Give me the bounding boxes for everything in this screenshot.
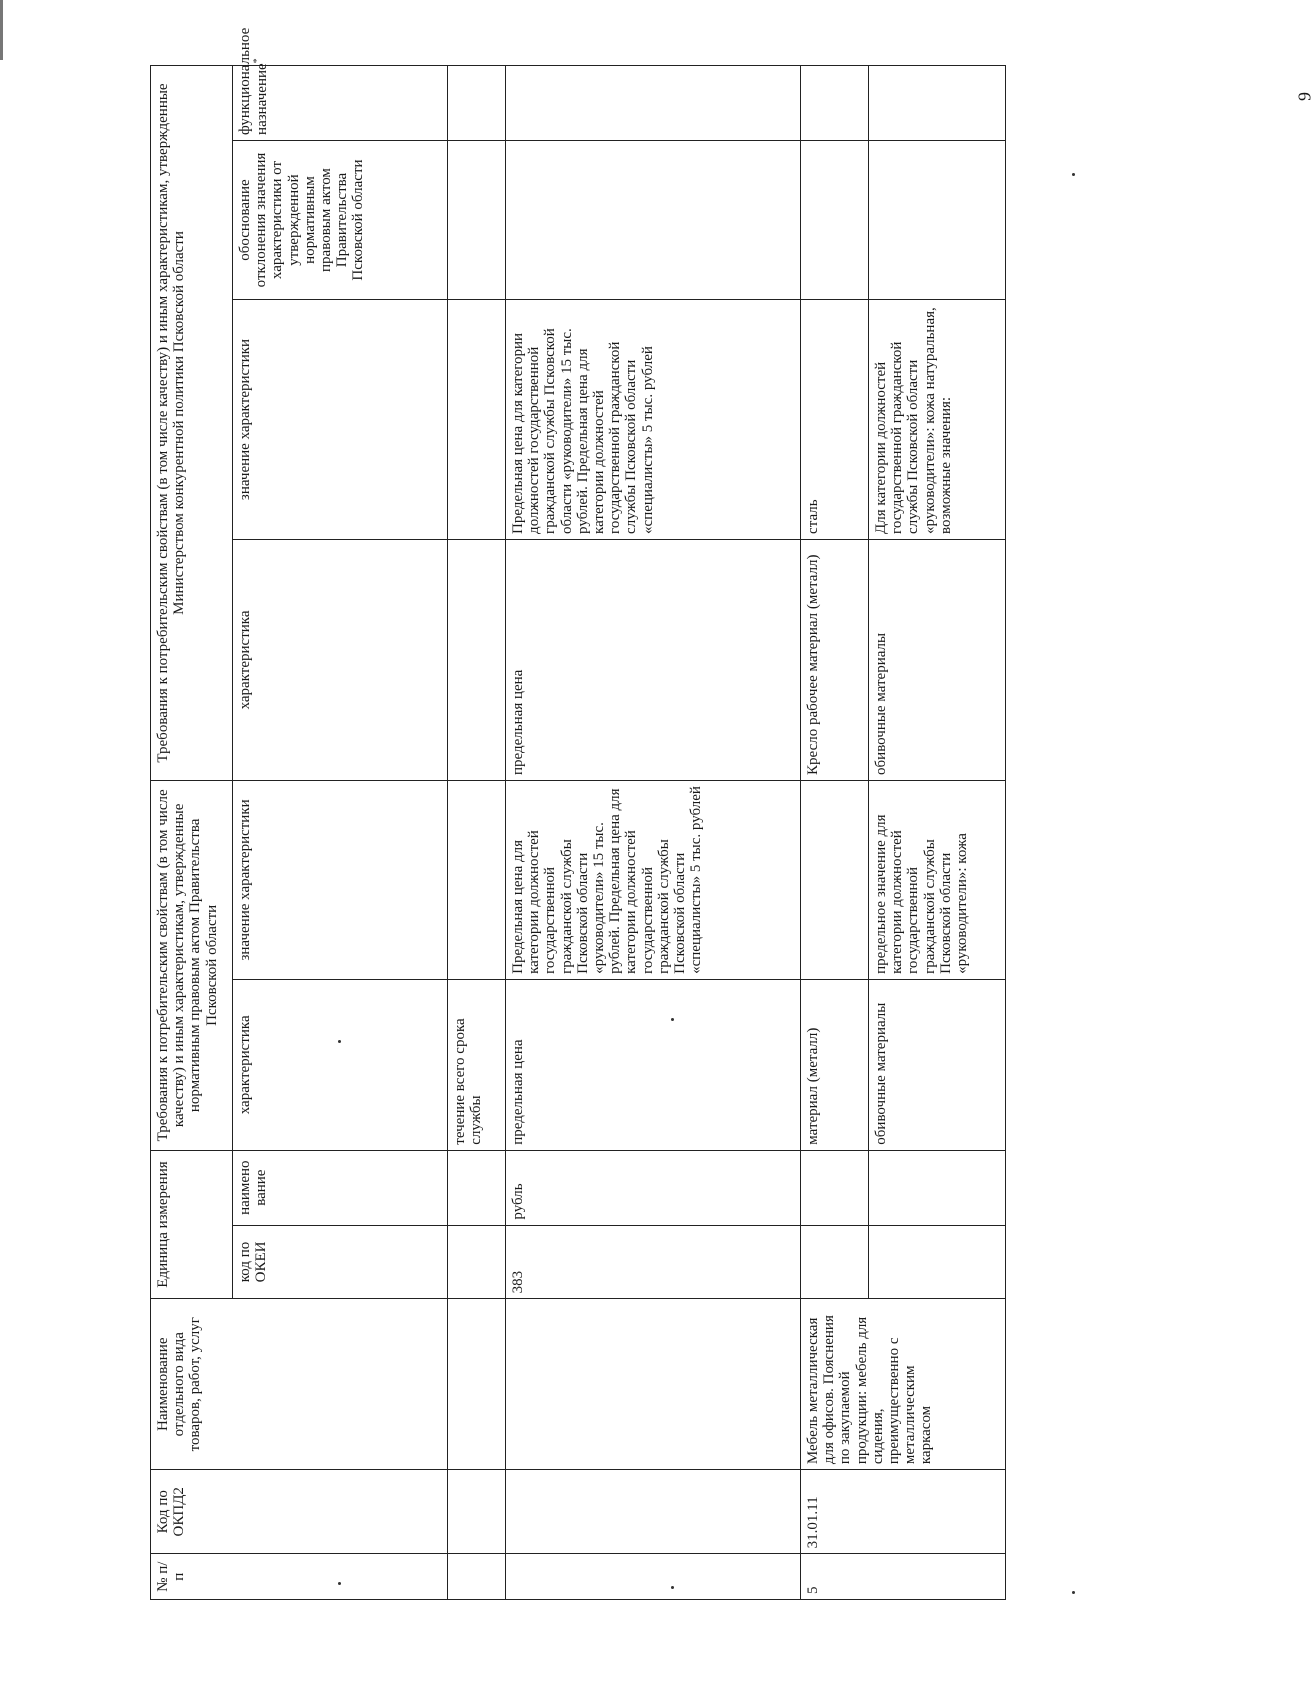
cell-okpd2 (506, 1470, 801, 1554)
cell-name: Мебель металлическая для офисов. Пояснения по закупаемой продукции: мебель для сидения, преимущественно с металлическим каркасом (801, 1299, 1006, 1470)
cell-unit-code (801, 1225, 869, 1299)
cell-ministry-function (801, 66, 869, 141)
cell-name (506, 1299, 801, 1470)
footnote-mark: * (252, 58, 264, 64)
header-ministry-characteristic: характеристика (233, 539, 448, 780)
cell-unit-name: рубль (506, 1150, 801, 1225)
cell-ministry-function (448, 66, 506, 141)
cell-num (506, 1554, 801, 1600)
cell-unit-code (448, 1225, 506, 1299)
table-row (801, 66, 869, 1600)
header-ministry-value: значение характеристики (233, 300, 448, 540)
cell-ministry-value: Предельная цена для категории должностей государственной гражданской службы Псковской области «руководители» 15 тыс. рублей. Предельная цена для категории должностей государственной гражданской службы Псковской области «специалисты» 5 тыс. рублей (506, 300, 801, 540)
header-unit: Единица измерения (151, 1150, 233, 1299)
cell-num: 5 (801, 1554, 1006, 1600)
table-row (448, 66, 506, 1600)
cell-okpd2: 31.01.11 (801, 1470, 1006, 1554)
cell-num (448, 1554, 506, 1600)
header-unit-name: наимено вание (233, 1150, 448, 1225)
cell-ministry-value (448, 300, 506, 540)
header-gov-characteristic: характеристика (233, 979, 448, 1150)
header-gov-value: значение характеристики (233, 780, 448, 979)
header-ministry-requirements: Требования к потребительским свойствам (в том числе качеству) и иным характеристикам, утвержденные Министерством конкурентной политики Псковской области (151, 66, 233, 781)
cell-gov-characteristic: материал (металл) (801, 979, 869, 1150)
cell-ministry-justification (506, 140, 801, 299)
cell-gov-characteristic: течение всего срока службы (448, 979, 506, 1150)
cell-ministry-characteristic: обивочные материалы (869, 539, 1006, 780)
cell-name (448, 1299, 506, 1470)
cell-ministry-justification (448, 140, 506, 299)
header-ministry-function-text: функциональное назначение (237, 27, 271, 135)
cell-unit-code: 383 (506, 1225, 801, 1299)
cell-ministry-function (506, 66, 801, 141)
cell-gov-characteristic: обивочные материалы (869, 979, 1006, 1150)
cell-unit-name (448, 1150, 506, 1225)
rotated-page (150, 27, 1165, 1600)
cell-unit-code (869, 1225, 1006, 1299)
cell-ministry-function (869, 66, 1006, 141)
cell-ministry-characteristic (448, 539, 506, 780)
header-ministry-function (233, 27, 448, 141)
cell-gov-value: предельное значение для категории должностей государственной гражданской службы Псковской области «руководители»: кожа (869, 780, 1006, 979)
cell-ministry-value: Для категории должностей государственной гражданской службы Псковской области «руководители»: кожа натуральная, возможные значения: (869, 300, 1006, 540)
cell-okpd2 (448, 1470, 506, 1554)
header-row (151, 66, 233, 1600)
header-num: № п/п (151, 1554, 448, 1600)
cell-gov-value (801, 780, 869, 979)
cell-ministry-characteristic: предельная цена (506, 539, 801, 780)
cell-gov-value: Предельная цена для категории должностей государственной гражданской службы Псковской области «руководители» 15 тыс. рублей. Предельная цена для категории должностей государственной гражданской службы Псковской области «специалисты» 5 тыс. рублей (506, 780, 801, 979)
cell-unit-name (869, 1150, 1006, 1225)
page-number: 9 (1294, 92, 1315, 101)
cell-unit-name (801, 1150, 869, 1225)
cell-ministry-value: сталь (801, 300, 869, 540)
table-row (506, 66, 801, 1600)
cell-ministry-justification (869, 140, 1006, 299)
requirements-table (150, 27, 1006, 1600)
header-gov-requirements: Требования к потребительским свойствам (в том числе качеству) и иным характеристикам, утвержденные нормативным правовым актом Правительства Псковской области (151, 780, 233, 1150)
header-name: Наименование отдельного вида товаров, работ, услуг (151, 1299, 448, 1470)
header-unit-code: код по ОКЕИ (233, 1225, 448, 1299)
cell-ministry-characteristic: Кресло рабочее материал (металл) (801, 539, 869, 780)
header-okpd2: Код по ОКПД2 (151, 1470, 448, 1554)
scan-edge (0, 0, 3, 60)
cell-ministry-justification (801, 140, 869, 299)
cell-gov-value (448, 780, 506, 979)
cell-gov-characteristic: предельная цена (506, 979, 801, 1150)
header-ministry-justification: обоснование отклонения значения характеристики от утвержденной нормативным правовым актом Правительства Псковской области (233, 140, 448, 299)
